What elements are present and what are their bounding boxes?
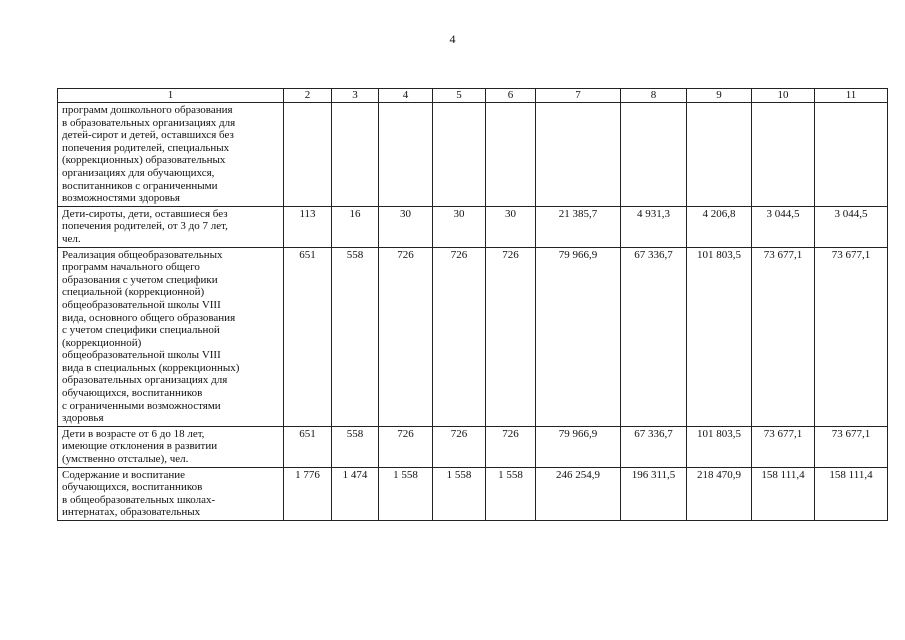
table-cell (752, 103, 815, 207)
table-cell: 1 558 (379, 467, 433, 520)
table-row (58, 467, 888, 520)
table-cell: 558 (332, 426, 379, 467)
budget-table (57, 88, 888, 521)
column-header: 3 (332, 89, 379, 103)
table-cell: 30 (379, 206, 433, 247)
table-cell: 73 677,1 (815, 426, 888, 467)
column-header: 8 (621, 89, 687, 103)
table-cell: 1 776 (284, 467, 332, 520)
table-cell: 79 966,9 (536, 247, 621, 426)
table-cell: 3 044,5 (752, 206, 815, 247)
table-cell (621, 103, 687, 207)
table-cell: 196 311,5 (621, 467, 687, 520)
column-header: 6 (486, 89, 536, 103)
table-cell: 73 677,1 (815, 247, 888, 426)
table-cell: 101 803,5 (687, 426, 752, 467)
table-cell (486, 103, 536, 207)
table-cell (815, 103, 888, 207)
column-number-header-row (58, 89, 888, 103)
table-cell: 30 (486, 206, 536, 247)
column-header: 9 (687, 89, 752, 103)
table-cell: 158 111,4 (815, 467, 888, 520)
table-row (58, 206, 888, 247)
table-row (58, 247, 888, 426)
table-cell: 726 (486, 247, 536, 426)
table-cell: 246 254,9 (536, 467, 621, 520)
table-cell: 4 206,8 (687, 206, 752, 247)
column-header: 2 (284, 89, 332, 103)
row-description: программ дошкольного образования в образовательных организациях для детей-сирот и детей, оставшихся без попечения родителей, специальных (коррекционных) образовательных организациях для обучающихся, воспитанников с ограниченными возможностями здоровья (58, 103, 284, 207)
table-cell: 73 677,1 (752, 426, 815, 467)
row-description: Дети в возрасте от 6 до 18 лет, имеющие отклонения в развитии (умственно отсталые), чел. (58, 426, 284, 467)
table-cell: 726 (433, 426, 486, 467)
row-description: Содержание и воспитание обучающихся, воспитанников в общеобразовательных школах- интернатах, образовательных (58, 467, 284, 520)
table-cell: 67 336,7 (621, 426, 687, 467)
table-cell: 1 558 (433, 467, 486, 520)
table-cell: 73 677,1 (752, 247, 815, 426)
table-cell: 30 (433, 206, 486, 247)
column-header: 1 (58, 89, 284, 103)
table-cell: 651 (284, 426, 332, 467)
table-cell: 726 (379, 426, 433, 467)
table-cell: 651 (284, 247, 332, 426)
table-cell: 726 (486, 426, 536, 467)
column-header: 4 (379, 89, 433, 103)
column-header: 10 (752, 89, 815, 103)
table-row (58, 426, 888, 467)
table-cell: 726 (433, 247, 486, 426)
table-cell: 158 111,4 (752, 467, 815, 520)
table-cell: 21 385,7 (536, 206, 621, 247)
table-cell: 1 474 (332, 467, 379, 520)
table-cell (332, 103, 379, 207)
table-cell: 113 (284, 206, 332, 247)
column-header: 11 (815, 89, 888, 103)
table-cell: 16 (332, 206, 379, 247)
table-cell: 4 931,3 (621, 206, 687, 247)
column-header: 5 (433, 89, 486, 103)
table-cell: 101 803,5 (687, 247, 752, 426)
table-cell: 1 558 (486, 467, 536, 520)
table-cell (433, 103, 486, 207)
column-header: 7 (536, 89, 621, 103)
table-cell: 558 (332, 247, 379, 426)
page-number: 4 (449, 32, 456, 46)
table-cell: 726 (379, 247, 433, 426)
table-cell: 79 966,9 (536, 426, 621, 467)
table-cell: 218 470,9 (687, 467, 752, 520)
row-description: Дети-сироты, дети, оставшиеся без попечения родителей, от 3 до 7 лет, чел. (58, 206, 284, 247)
table-row (58, 103, 888, 207)
row-description: Реализация общеобразовательных программ начального общего образования с учетом специфики специальной (коррекционной) общеобразовательной школы VIII вида, основного общего образования с учетом специфики специальной (коррекционной) общеобразовательной школы VIII вида в специальных (коррекционных) образовательных организациях для обучающихся, воспитанников с ограниченными возможностями здоровья (58, 247, 284, 426)
table-cell (284, 103, 332, 207)
table-cell (379, 103, 433, 207)
table-cell (687, 103, 752, 207)
table-cell (536, 103, 621, 207)
table-cell: 67 336,7 (621, 247, 687, 426)
table-cell: 3 044,5 (815, 206, 888, 247)
